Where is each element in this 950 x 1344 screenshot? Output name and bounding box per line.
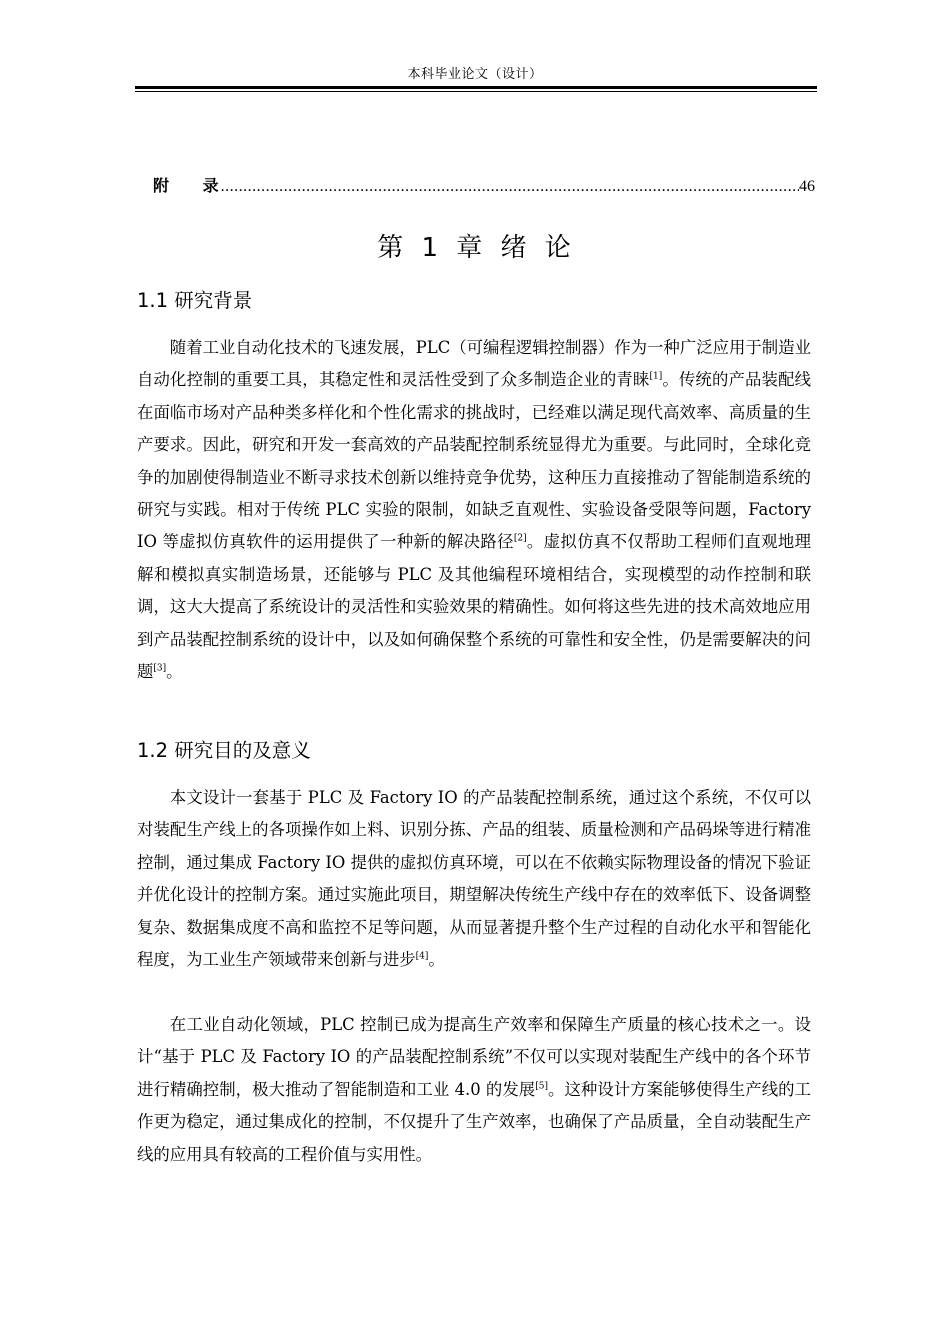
page-header-title: 本科毕业论文（设计） <box>407 67 543 82</box>
paragraph-text: 。 <box>166 662 183 682</box>
paragraph-text: 。虚拟仿真不仅帮助工程师们直观地理解和模拟真实制造场景，还能够与 PLC 及其他编程环境相结合，实现模型的动作控制和联调，这大大提高了系统设计的灵活性和实验效果的精确性。如何将这些先进的技术高效地应用到产品装配控制系统的设计中，以及如何确保整个系统的可靠性和安全性，仍是需要解决的问题 <box>137 532 812 682</box>
header-rule-thick <box>135 86 817 89</box>
paragraph-text: 。这种设计方案能够使得生产线的工作更为稳定，通过集成化的控制，不仅提升了生产效率，也确保了产品质量，全自动装配生产线的应用具有较高的工程价值与实用性。 <box>137 1079 811 1164</box>
paragraph-text: 随着工业自动化技术的飞速发展，PLC（可编程逻辑控制器）作为一种广泛应用于制造业自动化控制的重要工具，其稳定性和灵活性受到了众多制造企业的青睐 <box>137 338 811 390</box>
citation-ref[interactable]: [4] <box>415 951 429 962</box>
paragraph-text: 。传统的产品装配线在面临市场对产品种类多样化和个性化需求的挑战时，已经难以满足现代高效率、高质量的生产要求。因此，研究和开发一套高效的产品装配控制系统显得尤为重要。与此同时，全球化竞争的加剧使得制造业不断寻求技术创新以维持竞争优势，这种压力直接推动了智能制造系统的研究与实践。相对于传统 PLC 实验的限制，如缺乏直观性、实验设备受限等问题，Factory IO 等虚拟仿真软件的运用提供了一种新的解决路径 <box>137 370 811 552</box>
section-title-purpose: 1.2 研究目的及意义 <box>137 739 311 762</box>
toc-entry-appendix[interactable] <box>153 174 815 198</box>
toc-entry-label: 附 录 <box>153 176 233 195</box>
section-title-background: 1.1 研究背景 <box>137 289 253 312</box>
toc-entry-page: 46 <box>799 178 815 195</box>
citation-ref[interactable]: [2] <box>513 533 527 544</box>
section-purpose-paragraph-2 <box>137 1009 811 1171</box>
citation-ref[interactable]: [3] <box>153 663 167 674</box>
header-rule-thin <box>135 91 817 92</box>
paragraph-text: 本文设计一套基于 PLC 及 Factory IO 的产品装配控制系统，通过这个系统，不仅可以对装配生产线上的各项操作如上料、识别分拣、产品的组装、质量检测和产品码垛等进行精准控制，通过集成 Factory IO 提供的虚拟仿真环境，可以在不依赖实际物理设备的情况下验证并优化设计的控制方案。通过实施此项目，期望解决传统生产线中存在的效率低下、设备调整复杂、数据集成度不高和监控不足等问题，从而显著提升整个生产过程的自动化水平和智能化程度，为工业生产领域带来创新与进步 <box>137 788 811 970</box>
citation-ref[interactable]: [1] <box>649 371 663 382</box>
section-purpose-paragraph-1 <box>137 782 811 976</box>
citation-ref[interactable]: [5] <box>535 1081 548 1092</box>
paragraph-text: 在工业自动化领域，PLC 控制已成为提高生产效率和保障生产质量的核心技术之一。设计“基于 PLC 及 Factory IO 的产品装配控制系统”不仅可以实现对装配生产线中的各个环节进行精确控制，极大推动了智能制造和工业 4.0 的发展 <box>137 1015 811 1099</box>
section-background-paragraph <box>137 332 811 688</box>
paragraph-text: 。 <box>428 950 445 970</box>
chapter-title: 第 1 章 绪 论 <box>377 233 573 263</box>
toc-leader-dots <box>221 175 799 199</box>
